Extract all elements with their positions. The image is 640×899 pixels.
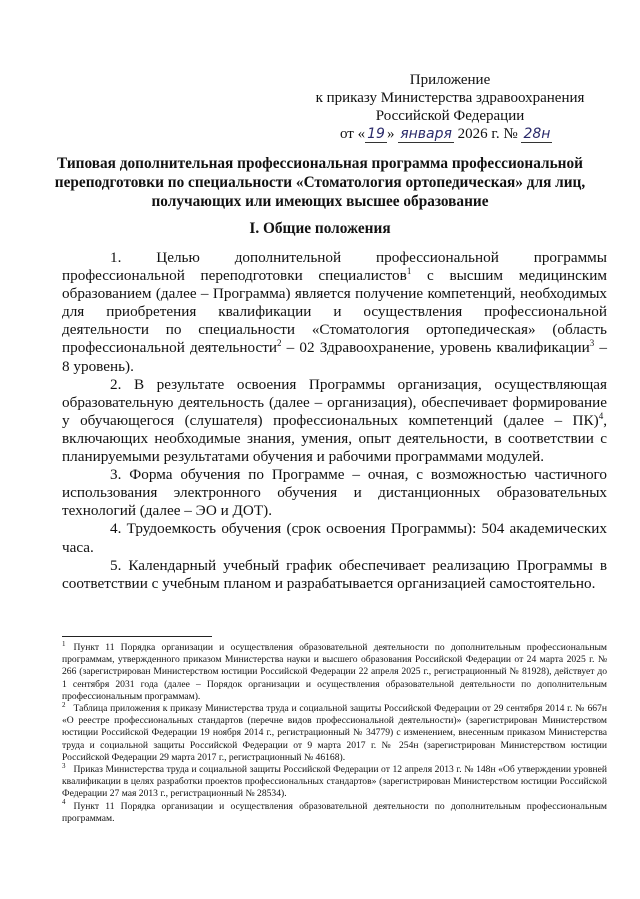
order-line: к приказу Министерства здравоохранения <box>315 90 585 106</box>
general-provisions-body <box>62 249 607 593</box>
footnote-ref-2: 2 <box>276 338 282 349</box>
handwritten-day: 19 <box>367 126 385 142</box>
paragraph-1 <box>62 249 607 376</box>
footnotes <box>62 639 607 825</box>
footnote-ref-4: 4 <box>598 410 604 421</box>
paragraph-4: 4. Трудоемкость обучения (срок освоения Программы): 504 академических часа. <box>62 520 607 556</box>
footnote-text: Пункт 11 Порядка организации и осуществления образовательной деятельности по дополнительным профессиональным программам. <box>62 800 607 824</box>
paragraph-5: 5. Календарный учебный график обеспечивает реализацию Программы в соответствии с учебным планом и разрабатывается организацией самостоятельно. <box>62 556 607 592</box>
footnote-text: Приказ Министерства труда и социальной защиты Российской Федерации от 12 апреля 2013 г. № 148н «Об утверждении уровней квалификации в целях разработки проектов профессиональных стандартов» (зарегистрирован Министерством юстиции Российской Федерации 27 мая 2013 г., регистрационный № 28534). <box>62 764 607 800</box>
appendix-label: Приложение <box>409 72 491 88</box>
footnote-text: Таблица приложения к приказу Министерства труда и социальной защиты Российской Федерации от 29 сентября 2014 г. № 667н «О реестре профессиональных стандартов (перечне видов профессиональной деятельности)» (зарегистрирован Министерством юстиции Российской Федерации 19 ноября 2014 г., регистрационный № 34779) с изменением, внесенным приказом Министерства труда и социальной защиты Российской Федерации от 9 марта 2017 г. № 254н (зарегистрирован Министерством юстиции Российской Федерации 29 марта 2017 г., регистрационный № 46168). <box>62 703 607 763</box>
footnote-ref-3: 3 <box>589 338 595 349</box>
p1-text-b: с высшим медицинским образованием (далее – Программа) является получение компетенций, необходимых для приобретения квалификации и осуществления профессиональной деятельности по специальности «Стоматология ортопедическая» (область профессиональной деятельности <box>62 267 608 357</box>
date-quote-close: » <box>386 126 395 142</box>
footnote-mark: 3 <box>62 761 66 770</box>
footnote-separator <box>62 636 212 637</box>
footnote-text: Пункт 11 Порядка организации и осуществления образовательной деятельности по дополнительным профессиональным программам, утвержденного приказом Министерства науки и высшего образования Российской Федерации от 24 марта 2025 г. № 266 (зарегистрирован Министерством юстиции Российской Федерации 22 апреля 2025 г., регистрационный № 81928), действует до 1 сентября 2031 года (далее – Порядок организации и осуществления образовательной деятельности по дополнительным профессиональным программам). <box>62 642 607 702</box>
p2-text-b: , включающих необходимые знания, умения, опыт деятельности, в соответствии с планируемыми результатами обучения и рабочими программами модулей. <box>62 411 607 466</box>
section-heading: I. Общие положения <box>249 220 391 237</box>
p2-text-a: 2. В результате освоения Программы организация, осуществляющая образовательную деятельность (далее – организация), обеспечивает формирование у обучающегося (слушателя) профессиональных компетенций (далее – ПК) <box>62 375 607 429</box>
footnote <box>62 798 607 825</box>
footnote-mark: 1 <box>62 639 66 648</box>
footnote-mark: 2 <box>62 700 66 709</box>
handwritten-month: января <box>400 126 452 142</box>
footnote <box>62 761 607 801</box>
paragraph-3: 3. Форма обучения по Программе – очная, с возможностью частичного использования электронного обучения и дистанционных образовательных технологий (далее – ЭО и ДОТ). <box>62 466 607 520</box>
date-year: 2026 г. № <box>457 126 518 142</box>
footnote-ref-1: 1 <box>406 266 412 277</box>
appendix-header <box>300 71 600 125</box>
footnote <box>62 639 607 703</box>
paragraph-2 <box>62 376 607 466</box>
footnote-mark: 4 <box>62 798 66 807</box>
p1-text-c: – 02 Здравоохранение, уровень квалификации <box>281 339 590 357</box>
program-title: Типовая дополнительная профессиональная программа профессиональной переподготовки по специальности «Стоматология ортопедическая» для лиц, получающих или имеющих высшее образование <box>54 155 586 210</box>
date-prefix: от « <box>340 126 366 142</box>
p1-text-a: 1. Целью дополнительной профессиональной программы профессиональной переподготовки специалистов <box>62 249 607 285</box>
ministry-country-line: Российской Федерации <box>375 108 525 124</box>
order-date-line <box>340 126 552 143</box>
handwritten-order-number: 28н <box>523 126 551 142</box>
footnote <box>62 700 607 764</box>
p1-text-d: – 8 уровень). <box>62 339 608 375</box>
